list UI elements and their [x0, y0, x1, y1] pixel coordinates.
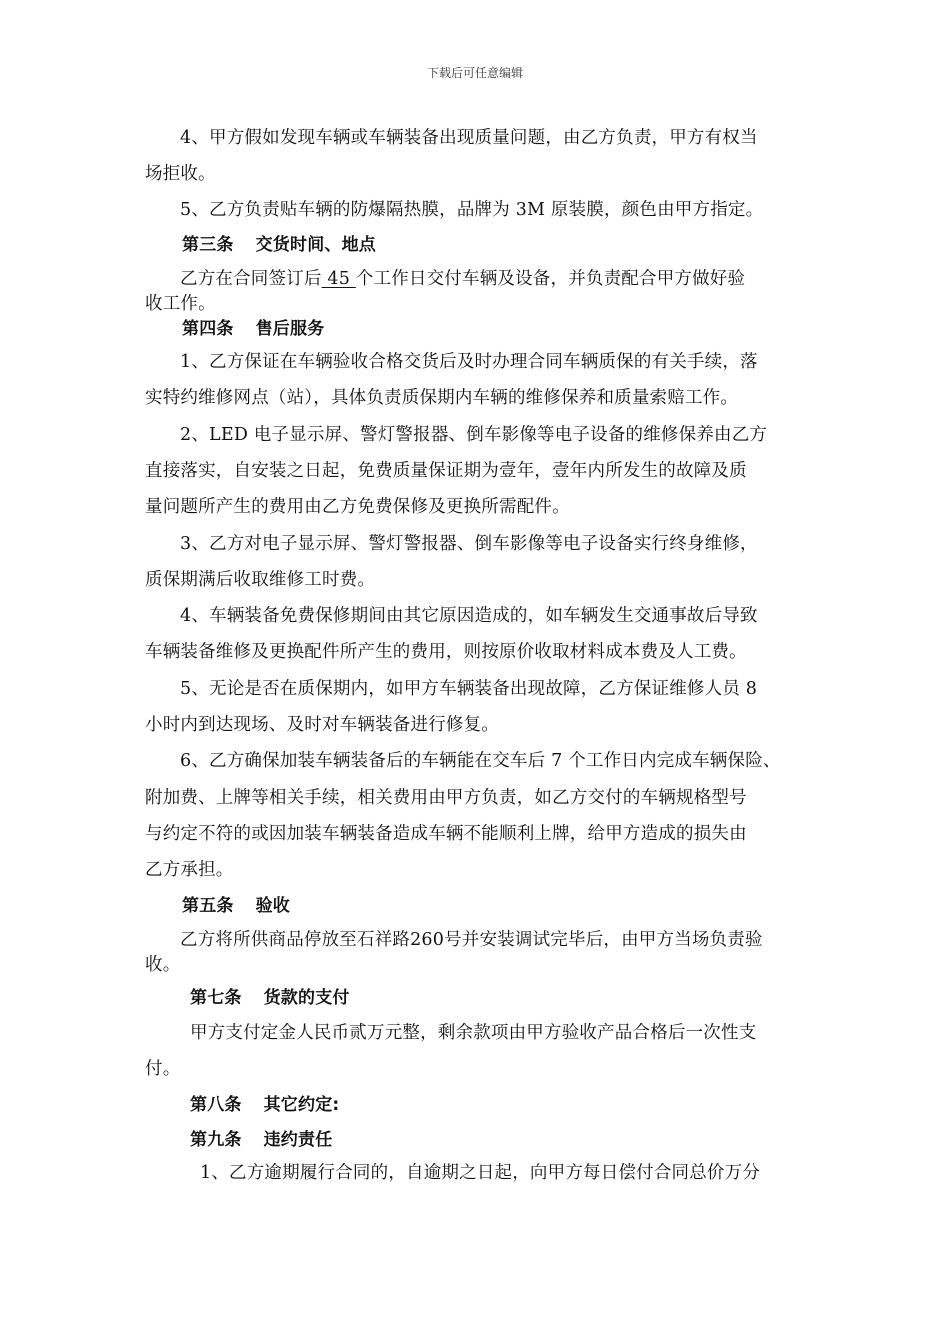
text-segment: 个工作日交付车辆及设备，并负责配合甲方做好验 — [355, 269, 746, 289]
paragraph-line: 附加费、上牌等相关手续，相关费用由甲方负责，如乙方交付的车辆规格型号 — [145, 788, 747, 808]
paragraph-line: 与约定不符的或因加装车辆装备造成车辆不能顺利上牌，给甲方造成的损失由 — [145, 824, 747, 844]
section-number: 第七条 — [190, 988, 242, 1008]
section-heading-9 — [190, 1128, 332, 1152]
section-title: 验收 — [255, 896, 291, 916]
paragraph-line: 2、LED 电子显示屏、警灯警报器、倒车影像等电子设备的维修保养由乙方 — [180, 425, 768, 445]
paragraph-line: 6、乙方确保加装车辆装备后的车辆能在交车后 7 个工作日内完成车辆保险、 — [180, 751, 781, 771]
section-heading-8 — [190, 1093, 339, 1117]
section-heading-7 — [190, 986, 350, 1010]
paragraph-line: 5、乙方负责贴车辆的防爆隔热膜，品牌为 3M 原装膜，颜色由甲方指定。 — [180, 200, 764, 220]
paragraph-line: 场拒收。 — [145, 164, 216, 184]
paragraph-line: 小时内到达现场、及时对车辆装备进行修复。 — [145, 715, 499, 735]
text-segment: 乙方在合同签订后 — [180, 269, 322, 289]
paragraph-line — [180, 267, 745, 291]
paragraph-line: 量问题所产生的费用由乙方免费保修及更换所需配件。 — [145, 497, 570, 517]
section-number: 第四条 — [182, 319, 234, 339]
paragraph-line: 付。 — [145, 1059, 181, 1079]
section-title: 违约责任 — [263, 1130, 333, 1150]
paragraph-line: 甲方支付定金人民币贰万元整，剩余款项由甲方验收产品合格后一次性支 — [190, 1023, 757, 1043]
section-number: 第八条 — [190, 1095, 242, 1115]
paragraph-line: 车辆装备维修及更换配件所产生的费用，则按原价收取材料成本费及人工费。 — [145, 642, 747, 662]
section-title: 售后服务 — [255, 319, 325, 339]
section-number: 第九条 — [190, 1130, 242, 1150]
paragraph-line: 3、乙方对电子显示屏、警灯警报器、倒车影像等电子设备实行终身维修， — [180, 534, 758, 554]
section-title: 交货时间、地点 — [255, 235, 377, 255]
paragraph-line: 收。 — [145, 955, 181, 975]
paragraph-line: 实特约维修网点（站），具体负责质保期内车辆的维修保养和质量索赔工作。 — [145, 388, 739, 408]
paragraph-line: 乙方承担。 — [145, 860, 234, 880]
paragraph-line: 收工作。 — [145, 294, 216, 314]
section-number: 第五条 — [182, 896, 234, 916]
paragraph-line: 乙方将所供商品停放至石祥路260号并安装调试完毕后，由甲方当场负责验 — [180, 930, 763, 950]
section-heading-5 — [182, 894, 290, 918]
delivery-days-value: 45 — [321, 269, 356, 289]
section-heading-3 — [182, 233, 376, 257]
section-number: 第三条 — [182, 235, 234, 255]
section-title: 货款的支付 — [263, 988, 350, 1008]
paragraph-line: 质保期满后收取维修工时费。 — [145, 570, 376, 590]
paragraph-line: 4、车辆装备免费保修期间由其它原因造成的，如车辆发生交通事故后导致 — [180, 606, 758, 626]
paragraph-line: 直接落实，自安装之日起，免费质量保证期为壹年，壹年内所发生的故障及质 — [145, 461, 747, 481]
page-header: 下载后可任意编辑 — [426, 66, 523, 80]
paragraph-line: 1、乙方逾期履行合同的，自逾期之日起，向甲方每日偿付合同总价万分 — [200, 1163, 761, 1183]
paragraph-line: 4、甲方假如发现车辆或车辆装备出现质量问题，由乙方负责，甲方有权当 — [180, 128, 758, 148]
section-title: 其它约定: — [263, 1095, 340, 1115]
paragraph-line: 1、乙方保证在车辆验收合格交货后及时办理合同车辆质保的有关手续，落 — [180, 352, 758, 372]
section-heading-4 — [182, 317, 324, 341]
paragraph-line: 5、无论是否在质保期内，如甲方车辆装备出现故障，乙方保证维修人员 8 — [180, 679, 758, 699]
